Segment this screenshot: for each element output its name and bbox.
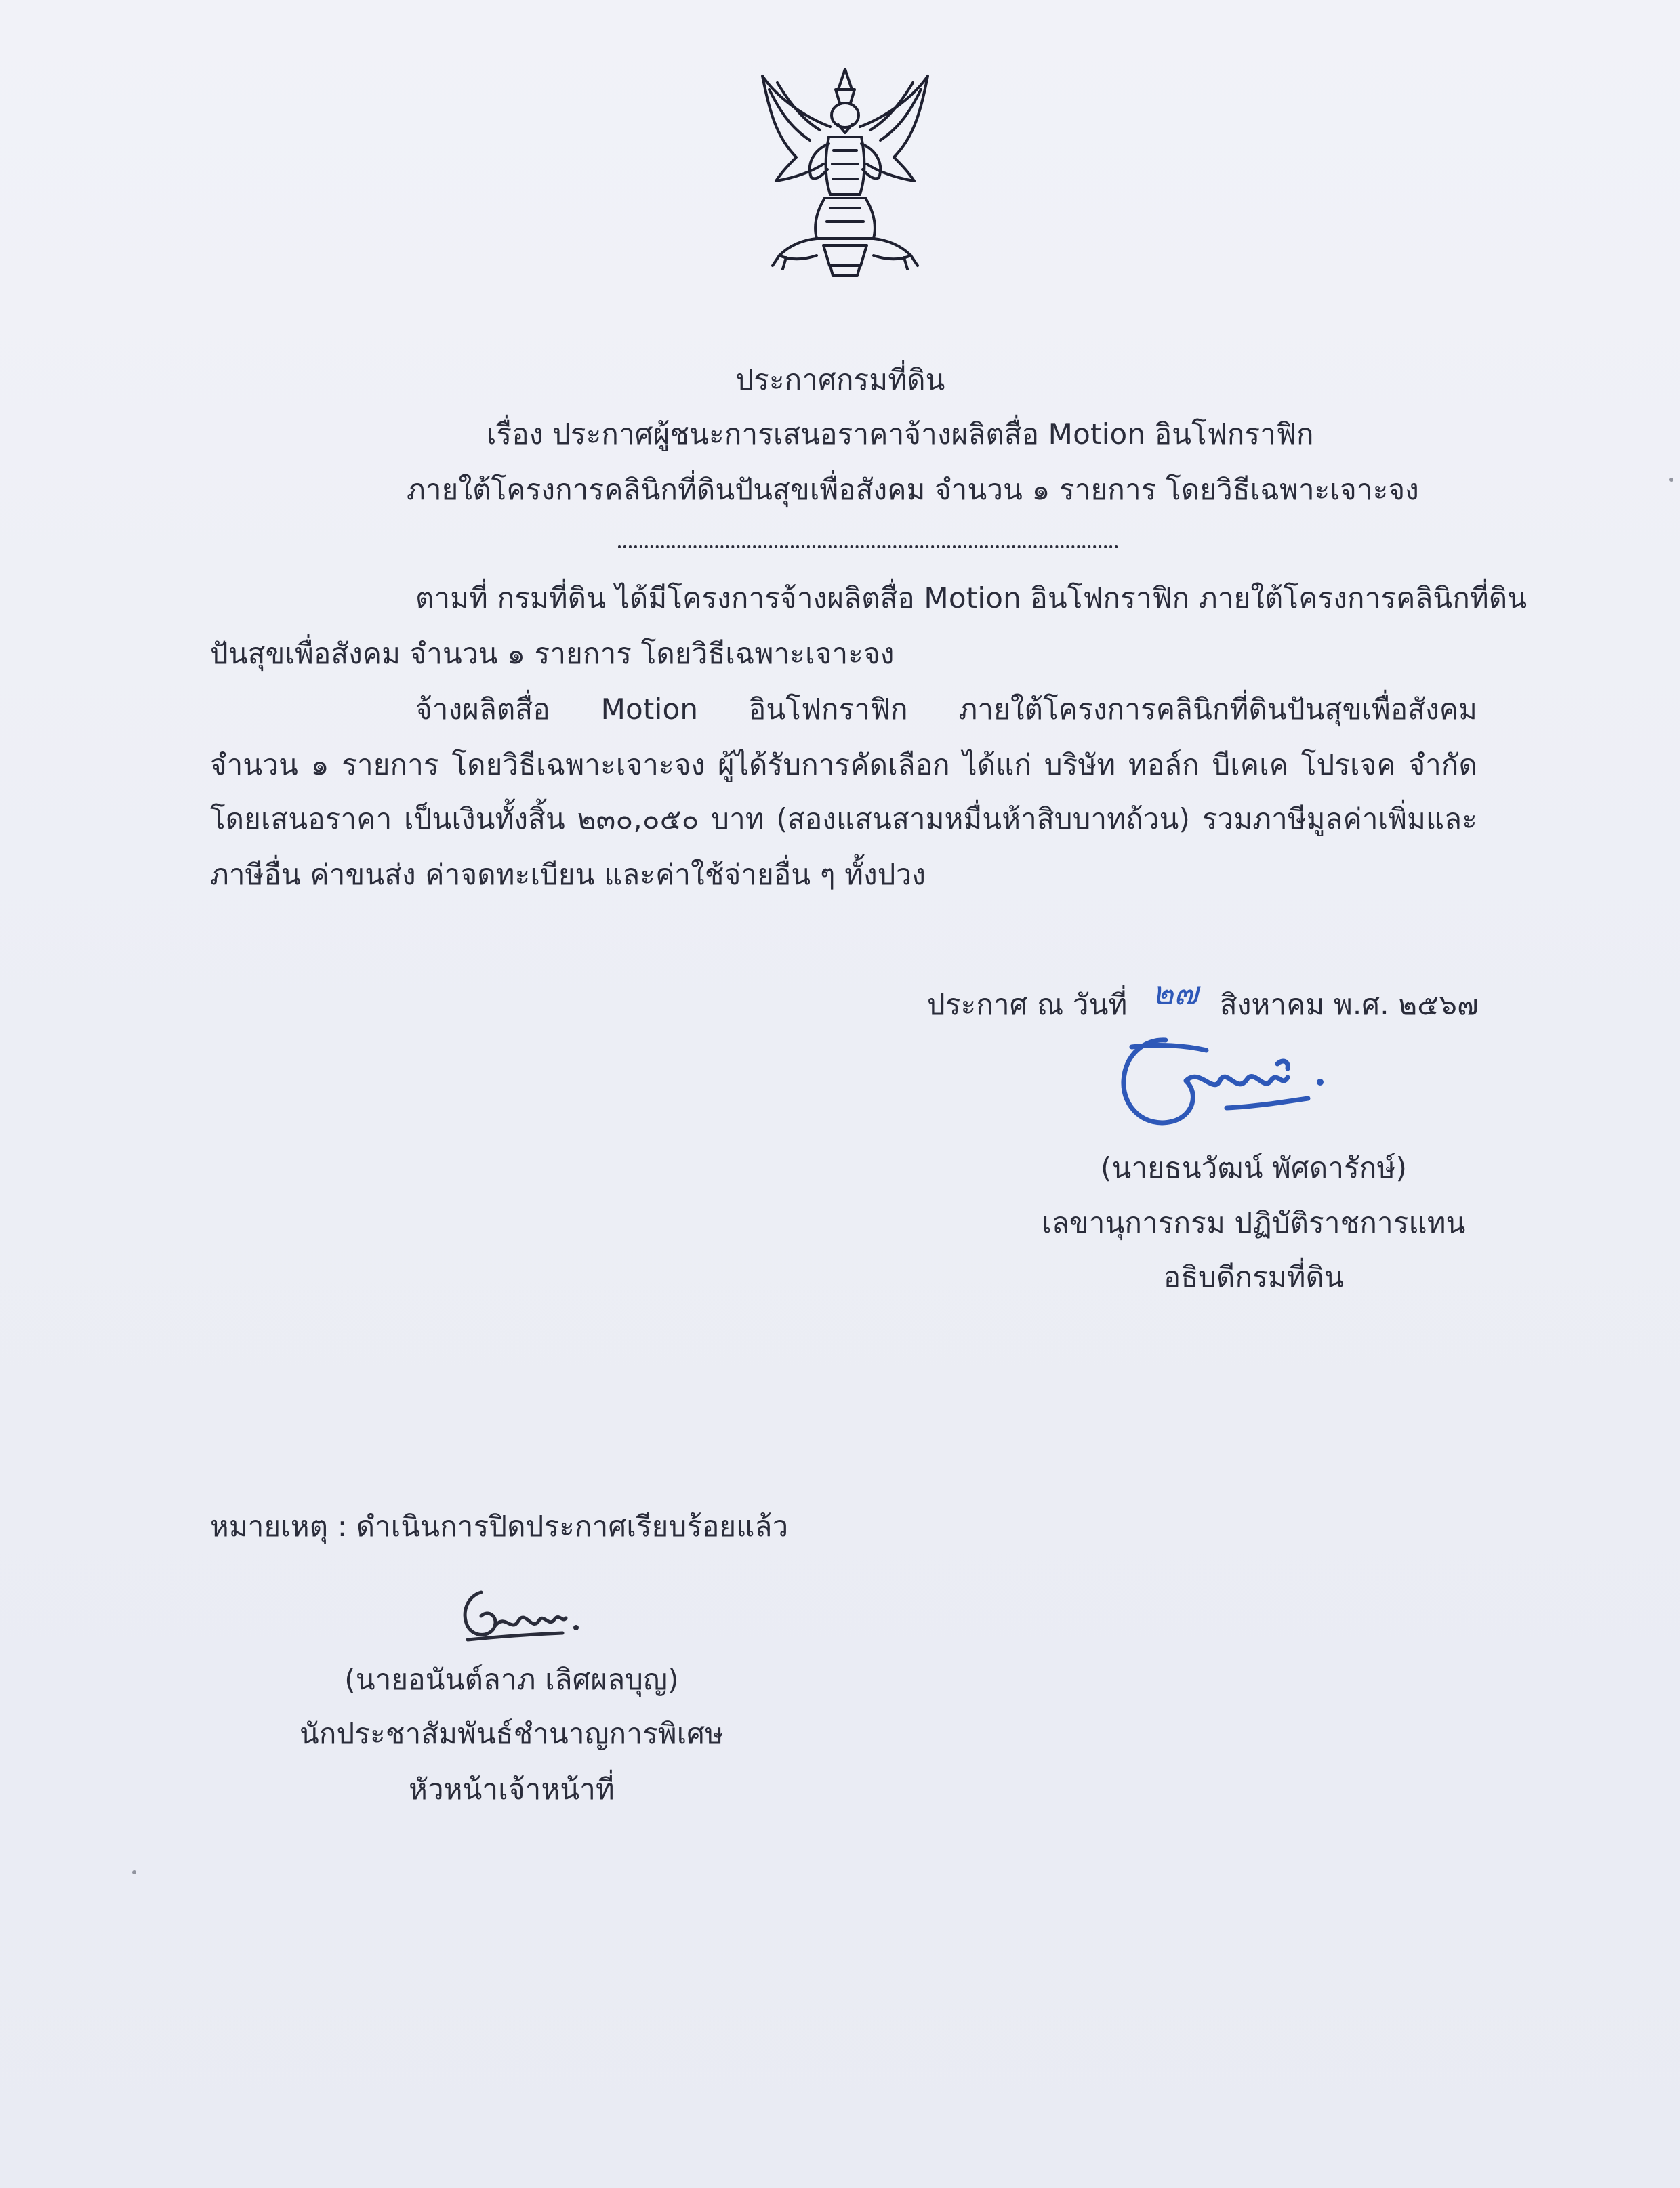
divider-dotted xyxy=(618,545,1118,548)
body-paragraph-2-line-3: โดยเสนอราคา เป็นเงินทั้งสิ้น ๒๓๐,๐๕๐ บาท (สองแสนสามหมื่นห้าสิบบาทถ้วน) รวมภาษีมูลค่าเพิ่มและ xyxy=(210,802,1477,835)
document-title: ประกาศกรมที่ดิน xyxy=(735,363,945,396)
scan-speck xyxy=(132,1870,136,1874)
note-officer-role: หัวหน้าเจ้าหน้าที่ xyxy=(409,1773,615,1806)
note-officer-position: นักประชาสัมพันธ์ชำนาญการพิเศษ xyxy=(299,1717,724,1750)
body-paragraph-2-line-2: จำนวน ๑ รายการ โดยวิธีเฉพาะเจาะจง ผู้ได้รับการคัดเลือก ได้แก่ บริษัท ทอล์ก บีเคเค โปรเจค จำกัด xyxy=(210,748,1477,781)
subject-line-2: ภายใต้โครงการคลินิกที่ดินปันสุขเพื่อสังคม จำนวน ๑ รายการ โดยวิธีเฉพาะเจาะจง xyxy=(407,473,1419,506)
note-text: หมายเหตุ : ดำเนินการปิดประกาศเรียบร้อยแล้ว xyxy=(210,1510,789,1543)
signatory-position: เลขานุการกรม ปฏิบัติราชการแทน xyxy=(1042,1206,1466,1239)
note-officer-name: (นายอนันต์ลาภ เลิศผลบุญ) xyxy=(344,1663,679,1696)
body-paragraph-1-line-1: ตามที่ กรมที่ดิน ได้มีโครงการจ้างผลิตสื่อ Motion อินโฟกราฟิก ภายใต้โครงการคลินิกที่ดิน xyxy=(415,581,1528,615)
scan-speck xyxy=(1669,478,1673,482)
date-prefix: ประกาศ ณ วันที่ xyxy=(927,988,1128,1021)
body-paragraph-1-line-2: ปันสุขเพื่อสังคม จำนวน ๑ รายการ โดยวิธีเฉพาะเจาะจง xyxy=(210,637,895,670)
signatory-name: (นายธนวัฒน์ พัศดารักษ์) xyxy=(1100,1151,1408,1184)
body-paragraph-2-line-1: จ้างผลิตสื่อ Motion อินโฟกราฟิก ภายใต้โครงการคลินิกที่ดินปันสุขเพื่อสังคม xyxy=(415,693,1477,726)
garuda-emblem-icon xyxy=(749,62,942,279)
subject-line-1: เรื่อง ประกาศผู้ชนะการเสนอราคาจ้างผลิตสื่อ Motion อินโฟกราฟิก xyxy=(487,417,1314,451)
date-month-year: สิงหาคม พ.ศ. ๒๕๖๗ xyxy=(1220,988,1479,1021)
signature-main xyxy=(1105,1027,1335,1142)
body-paragraph-2-line-4: ภาษีอื่น ค่าขนส่ง ค่าจดทะเบียน และค่าใช้จ่ายอื่น ๆ ทั้งปวง xyxy=(210,858,926,891)
signature-note xyxy=(454,1579,603,1653)
signatory-office: อธิบดีกรมที่ดิน xyxy=(1163,1260,1345,1294)
date-day-handwritten: ๒๗ xyxy=(1152,974,1199,1012)
